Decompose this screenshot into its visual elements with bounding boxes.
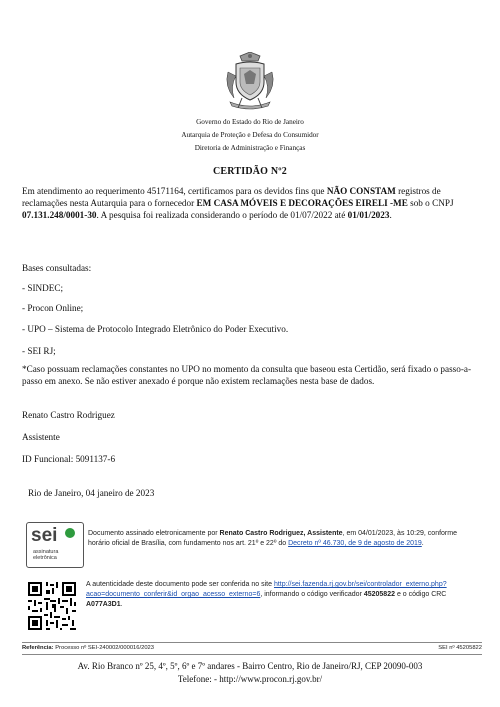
sei-logo	[26, 522, 84, 568]
signature-text: .	[421, 540, 424, 547]
bases-title: Bases consultadas:	[22, 263, 92, 273]
electronic-signature-text	[88, 529, 480, 549]
signature-text: , em 04/01/2023, às 10:29, conforme horário oficial de Brasília, com fundamento nos art. 21º e 22º do	[88, 530, 457, 547]
header-government: Governo do Estado do Rio de Janeiro	[196, 118, 304, 126]
sei-logo-word: sei	[31, 525, 58, 546]
sei-number: SEI nº 45205822	[438, 645, 482, 651]
certificate-title: CERTIDÃO Nº2	[213, 166, 287, 177]
certification-paragraph	[22, 186, 472, 221]
paragraph-text: sob o CNPJ	[407, 197, 454, 208]
signature-signer: Renato Castro Rodriguez, Assistente	[219, 530, 343, 537]
reference-label: Referência:	[22, 645, 54, 651]
note-paragraph: *Caso possuam reclamações constantes no UPO no momento da consulta que baseou esta Certidão, será fixado o passo-a-passo em anexo. Se não estiver anexado é porque não existem reclamações nesta base de dados.	[22, 364, 472, 386]
verify-text: , informando o código verificador	[260, 591, 364, 598]
footer-divider	[22, 654, 482, 655]
base-item-procon-online: - Procon Online;	[22, 303, 84, 313]
base-item-sei-rj: - SEI RJ;	[22, 346, 56, 356]
qr-code-icon	[26, 580, 78, 632]
cnpj-number: 07.131.248/0001-30	[22, 209, 97, 220]
result-bold: NÃO CONSTAM	[326, 186, 396, 196]
paragraph-text: . A pesquisa foi realizada considerando o período de 01/07/2022 até	[96, 209, 348, 220]
sei-logo-subtitle: assinatura eletrônica	[33, 549, 59, 561]
authenticity-verification-text	[86, 580, 482, 610]
verify-text: e o código CRC	[395, 591, 447, 598]
header-agency: Autarquia de Proteção e Defesa do Consumidor	[181, 131, 319, 139]
verifier-code: 45205822	[363, 591, 395, 598]
verify-text: .	[120, 601, 123, 608]
verification-link[interactable]: http://sei.fazenda.rj.gov.br/sei/controlador_externo.php?acao=documento_conferir&id_orgao_acesso_externo=6	[86, 581, 447, 598]
paragraph-text: Em atendimento ao requerimento 45171164, certificamos para os devidos fins que	[22, 186, 327, 196]
signer-name: Renato Castro Rodriguez	[22, 410, 115, 420]
base-item-sindec: - SINDEC;	[22, 283, 64, 293]
decree-link[interactable]: Decreto nº 46.730, de 9 de agosto de 2019	[288, 540, 422, 547]
signer-role: Assistente	[22, 432, 60, 442]
base-item-upo: - UPO – Sistema de Protocolo Integrado Eletrônico do Poder Executivo.	[22, 324, 289, 334]
footer-address: Av. Rio Branco nº 25, 4º, 5º, 6º e 7º andares - Bairro Centro, Rio de Janeiro/RJ, CEP 20090-003	[77, 661, 423, 671]
period-end: 01/01/2023	[347, 209, 390, 220]
checkmark-icon	[65, 528, 75, 538]
signature-text: Documento assinado eletronicamente por	[88, 530, 220, 537]
supplier-name: EM CASA MÓVEIS E DECORAÇÕES EIRELI -ME	[196, 197, 408, 208]
footer-contact: Telefone: - http://www.procon.rj.gov.br/	[177, 674, 323, 684]
signer-id: ID Funcional: 5091137-6	[22, 454, 116, 464]
reference-divider	[22, 642, 482, 643]
crc-code: A077A3D1	[86, 601, 121, 608]
coat-of-arms-emblem	[222, 52, 278, 112]
paragraph-text: .	[389, 209, 392, 220]
verify-text: A autenticidade deste documento pode ser conferida no site	[86, 581, 274, 588]
header-directorate: Diretoria de Administração e Finanças	[194, 144, 306, 152]
reference-value: Processo nº SEI-240002/000016/2023	[53, 645, 154, 651]
paragraph-text: registros de reclamações nesta Autarquia para o fornecedor	[22, 186, 441, 208]
process-reference	[22, 645, 154, 651]
place-date: Rio de Janeiro, 04 janeiro de 2023	[28, 488, 155, 498]
